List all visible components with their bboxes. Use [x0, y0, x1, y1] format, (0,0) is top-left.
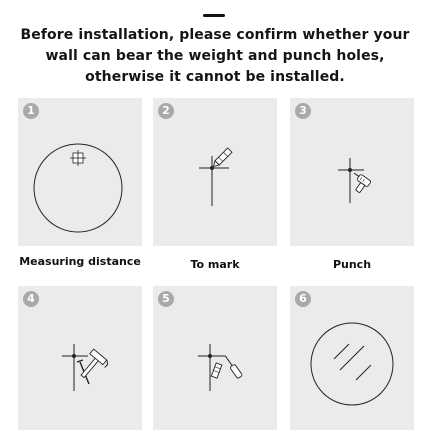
step-1-number-badge: 1 — [23, 103, 39, 119]
hammer-icon — [18, 286, 142, 430]
notice-line-3: otherwise it cannot be installed. — [85, 69, 345, 85]
step-2-number-badge: 2 — [158, 103, 174, 119]
step-2-caption: To mark — [190, 258, 240, 271]
step-4-panel — [18, 286, 142, 430]
step-5-number-badge: 5 — [158, 291, 174, 307]
top-divider-bar — [203, 14, 225, 17]
step-5-panel — [153, 286, 277, 430]
step-3-panel — [290, 98, 414, 246]
step-1-panel — [18, 98, 142, 246]
round-mirror-icon — [290, 286, 414, 430]
step-2-panel — [153, 98, 277, 246]
circle-with-crosshair-icon — [18, 98, 142, 246]
step-6-number-badge: 6 — [295, 291, 311, 307]
step-3-number-badge: 3 — [295, 103, 311, 119]
screwdriver-icon — [153, 286, 277, 430]
installation-notice — [0, 25, 430, 88]
notice-line-1: Before installation, please confirm whether your — [20, 27, 410, 43]
step-4-number-badge: 4 — [23, 291, 39, 307]
step-1-caption: Measuring distance — [19, 255, 141, 268]
step-6-panel — [290, 286, 414, 430]
step-3-caption: Punch — [332, 258, 372, 271]
notice-line-2: wall can bear the weight and punch holes, — [45, 48, 385, 64]
pencil-icon — [153, 98, 277, 246]
drill-icon — [290, 98, 414, 246]
